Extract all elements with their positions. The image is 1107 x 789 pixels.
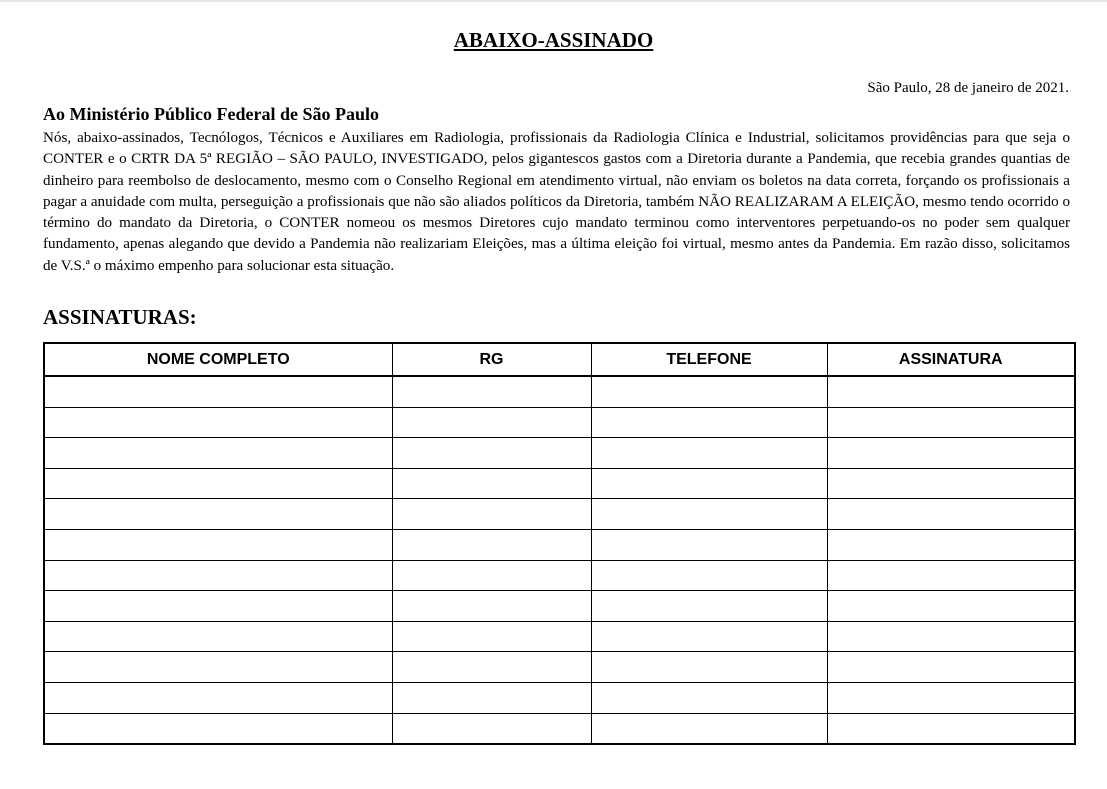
table-row xyxy=(44,499,1075,530)
name-cell[interactable] xyxy=(44,591,392,622)
rg-cell[interactable] xyxy=(392,438,591,469)
recipient-heading: Ao Ministério Público Federal de São Paulo xyxy=(43,104,379,124)
rg-cell[interactable] xyxy=(392,621,591,652)
name-cell[interactable] xyxy=(44,560,392,591)
table-row xyxy=(44,376,1075,407)
rg-cell[interactable] xyxy=(392,468,591,499)
phone-cell[interactable] xyxy=(591,468,827,499)
signature-cell[interactable] xyxy=(827,499,1075,530)
signature-cell[interactable] xyxy=(827,560,1075,591)
phone-cell[interactable] xyxy=(591,499,827,530)
document-title: ABAIXO-ASSINADO xyxy=(453,28,654,52)
rg-cell[interactable] xyxy=(392,376,591,407)
column-header-name: NOME COMPLETO xyxy=(44,343,392,376)
petition-body: Nós, abaixo-assinados, Tecnólogos, Técnicos e Auxiliares em Radiologia, profissionais da Radiologia Clínica e Industrial, solicitamos providências para que seja o CONTER e o CRTR DA 5ª REGIÃO – SÃO PAULO, INVESTIGADO, pelos gigantescos gastos com a Diretoria durante a Pandemia, que recebia grandes quantias de dinheiro para reembolso de deslocamento, mesmo com o Conselho Regional em atendimento virtual, não enviam os boletos na data correta, forçando os profissionais a pagar a anuidade com multa, perseguição a profissionais que não são aliados políticos da Diretoria, também NÃO REALIZARAM A ELEIÇÃO, mesmo tendo ocorrido o término do mandato da Diretoria, o CONTER nomeou os mesmos Diretores cujo mandato terminou como interventores perpetuando-os no poder sem qualquer fundamento, apenas alegando que devido a Pandemia não realizariam Eleições, mas a última eleição foi virtual, mesmo antes da Pandemia. Em razão disso, solicitamos de V.S.ª o máximo empenho para solucionar esta situação. xyxy=(43,130,1070,274)
column-header-signature: ASSINATURA xyxy=(827,343,1075,376)
signatures-heading: ASSINATURAS: xyxy=(43,305,197,329)
column-header-phone: TELEFONE xyxy=(591,343,827,376)
signature-cell[interactable] xyxy=(827,682,1075,713)
table-row xyxy=(44,652,1075,683)
rg-cell[interactable] xyxy=(392,713,591,744)
phone-cell[interactable] xyxy=(591,652,827,683)
document-date: São Paulo, 28 de janeiro de 2021. xyxy=(867,80,1069,96)
phone-cell[interactable] xyxy=(591,591,827,622)
signature-cell[interactable] xyxy=(827,468,1075,499)
signature-cell[interactable] xyxy=(827,591,1075,622)
name-cell[interactable] xyxy=(44,713,392,744)
table-row xyxy=(44,621,1075,652)
name-cell[interactable] xyxy=(44,376,392,407)
signature-cell[interactable] xyxy=(827,438,1075,469)
signature-cell[interactable] xyxy=(827,376,1075,407)
rg-cell[interactable] xyxy=(392,652,591,683)
table-row xyxy=(44,529,1075,560)
phone-cell[interactable] xyxy=(591,713,827,744)
name-cell[interactable] xyxy=(44,621,392,652)
phone-cell[interactable] xyxy=(591,438,827,469)
name-cell[interactable] xyxy=(44,652,392,683)
signature-cell[interactable] xyxy=(827,652,1075,683)
phone-cell[interactable] xyxy=(591,529,827,560)
phone-cell[interactable] xyxy=(591,621,827,652)
page-top-edge xyxy=(0,0,1107,2)
rg-cell[interactable] xyxy=(392,591,591,622)
signature-cell[interactable] xyxy=(827,713,1075,744)
signature-cell[interactable] xyxy=(827,621,1075,652)
table-header-row xyxy=(44,343,1075,376)
name-cell[interactable] xyxy=(44,499,392,530)
table-row xyxy=(44,713,1075,744)
rg-cell[interactable] xyxy=(392,682,591,713)
rg-cell[interactable] xyxy=(392,499,591,530)
phone-cell[interactable] xyxy=(591,682,827,713)
rg-cell[interactable] xyxy=(392,529,591,560)
phone-cell[interactable] xyxy=(591,560,827,591)
rg-cell[interactable] xyxy=(392,407,591,438)
name-cell[interactable] xyxy=(44,529,392,560)
name-cell[interactable] xyxy=(44,468,392,499)
phone-cell[interactable] xyxy=(591,376,827,407)
signatures-table xyxy=(43,342,1076,745)
name-cell[interactable] xyxy=(44,438,392,469)
signature-cell[interactable] xyxy=(827,529,1075,560)
phone-cell[interactable] xyxy=(591,407,827,438)
table-row xyxy=(44,438,1075,469)
name-cell[interactable] xyxy=(44,407,392,438)
table-row xyxy=(44,591,1075,622)
table-row xyxy=(44,682,1075,713)
table-row xyxy=(44,468,1075,499)
name-cell[interactable] xyxy=(44,682,392,713)
table-row xyxy=(44,560,1075,591)
column-header-rg: RG xyxy=(392,343,591,376)
rg-cell[interactable] xyxy=(392,560,591,591)
table-row xyxy=(44,407,1075,438)
signature-cell[interactable] xyxy=(827,407,1075,438)
